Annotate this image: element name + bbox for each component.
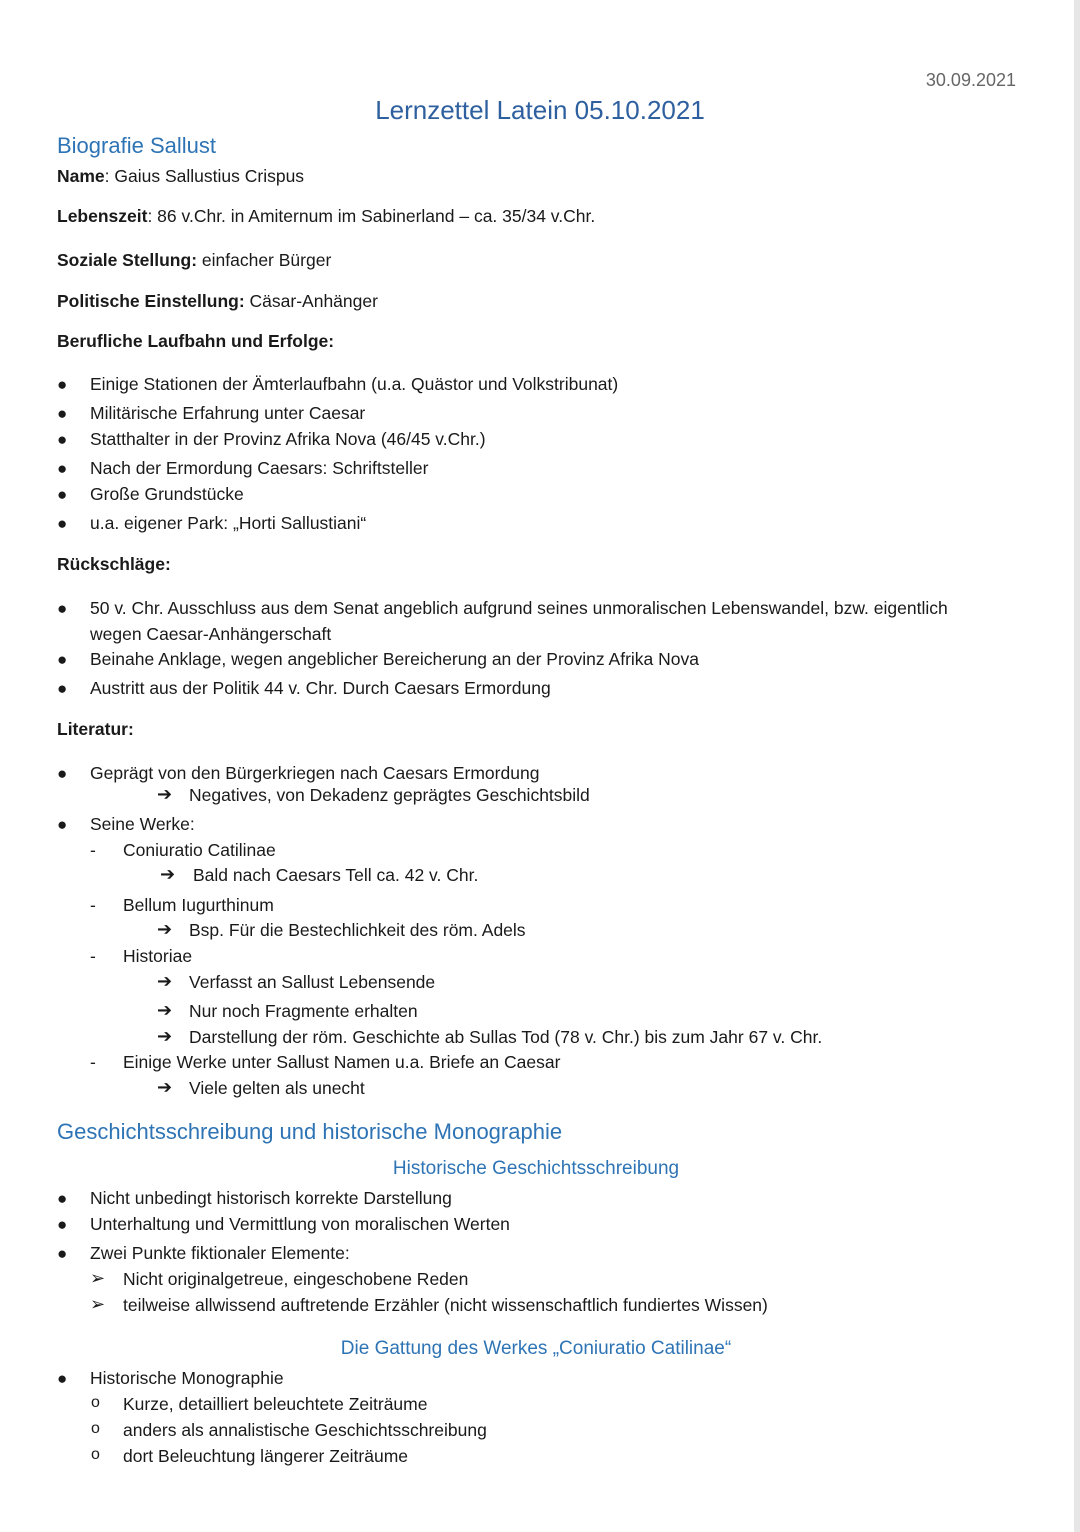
arrowhead-icon: ➢ bbox=[90, 1294, 106, 1314]
label-name: Name bbox=[57, 166, 105, 186]
value-politische-einstellung: Cäsar-Anhänger bbox=[244, 291, 378, 311]
circle-bullet-icon: o bbox=[91, 1420, 100, 1437]
bullet-dot-icon: ● bbox=[57, 1369, 68, 1388]
rueck-label-text: Rückschläge: bbox=[57, 554, 171, 574]
list-item: 50 v. Chr. Ausschluss aus dem Senat angeblich aufgrund seines unmoralischen Lebenswandel, bzw. eigentlich bbox=[90, 598, 948, 618]
list-item: u.a. eigener Park: „Horti Sallustiani“ bbox=[90, 513, 367, 533]
circle-bullet-icon: o bbox=[91, 1394, 100, 1411]
sub-list-item: anders als annalistische Geschichtsschreibung bbox=[123, 1420, 487, 1440]
label-lebenszeit: Lebenszeit bbox=[57, 206, 148, 226]
line-soziale-stellung bbox=[57, 250, 331, 271]
list-item: Nach der Ermordung Caesars: Schriftsteller bbox=[90, 458, 429, 478]
werk-item: Historiae bbox=[123, 946, 193, 966]
list-item: Geprägt von den Bürgerkriegen nach Caesars Ermordung bbox=[90, 763, 540, 783]
label-rueckschlaege bbox=[57, 554, 171, 575]
sub-list-item: Nicht originalgetreue, eingeschobene Reden bbox=[123, 1269, 469, 1289]
list-item: Unterhaltung und Vermittlung von moralischen Werten bbox=[90, 1214, 510, 1234]
laufbahn-label-text: Berufliche Laufbahn und Erfolge: bbox=[57, 331, 335, 351]
bullet-dot-icon: ● bbox=[57, 485, 68, 504]
bullet-dot-icon: ● bbox=[57, 404, 68, 423]
heading-geschichtsschreibung: Geschichtsschreibung und historische Monographie bbox=[57, 1119, 563, 1144]
dash-icon: - bbox=[90, 895, 96, 915]
arrow-right-icon: ➔ bbox=[157, 784, 173, 804]
dash-icon: - bbox=[90, 840, 96, 860]
heading-biografie: Biografie Sallust bbox=[57, 133, 216, 158]
circle-bullet-icon: o bbox=[91, 1446, 100, 1463]
sub-list-item: dort Beleuchtung längerer Zeiträume bbox=[123, 1446, 409, 1466]
subheading-historische-geschichtsschreibung: Historische Geschichtsschreibung bbox=[392, 1158, 680, 1179]
arrow-right-icon: ➔ bbox=[157, 971, 173, 991]
arrow-right-icon: ➔ bbox=[157, 919, 173, 939]
label-politische-einstellung: Politische Einstellung: bbox=[57, 291, 245, 311]
list-item: Historische Monographie bbox=[90, 1368, 284, 1388]
bullet-dot-icon: ● bbox=[57, 430, 68, 449]
list-item: Statthalter in der Provinz Afrika Nova (46/45 v.Chr.) bbox=[90, 429, 486, 449]
arrow-right-icon: ➔ bbox=[157, 1000, 173, 1020]
werk-item: Einige Werke unter Sallust Namen u.a. Briefe an Caesar bbox=[123, 1052, 561, 1072]
list-item: Beinahe Anklage, wegen angeblicher Bereicherung an der Provinz Afrika Nova bbox=[90, 649, 699, 669]
arrow-right-icon: ➔ bbox=[160, 864, 176, 884]
list-item: Zwei Punkte fiktionaler Elemente: bbox=[90, 1243, 350, 1263]
sub-list-item: Kurze, detailliert beleuchtete Zeiträume bbox=[123, 1394, 428, 1414]
bullet-dot-icon: ● bbox=[57, 815, 68, 834]
arrow-item: Darstellung der röm. Geschichte ab Sullas Tod (78 v. Chr.) bis zum Jahr 67 v. Chr. bbox=[189, 1027, 823, 1047]
page-title: Lernzettel Latein 05.10.2021 bbox=[375, 95, 705, 125]
lit-label-text: Literatur: bbox=[57, 719, 134, 739]
value-name: : Gaius Sallustius Crispus bbox=[104, 166, 305, 186]
dash-icon: - bbox=[90, 1052, 96, 1072]
dash-icon: - bbox=[90, 946, 96, 966]
bullet-dot-icon: ● bbox=[57, 1189, 68, 1208]
label-soziale-stellung: Soziale Stellung: bbox=[57, 250, 198, 270]
line-name bbox=[57, 166, 304, 187]
list-item: Seine Werke: bbox=[90, 814, 195, 834]
bullet-dot-icon: ● bbox=[57, 599, 68, 618]
werk-item: Bellum Iugurthinum bbox=[123, 895, 274, 915]
list-item: Militärische Erfahrung unter Caesar bbox=[90, 403, 366, 423]
bullet-dot-icon: ● bbox=[57, 650, 68, 669]
list-item: Nicht unbedingt historisch korrekte Darstellung bbox=[90, 1188, 452, 1208]
arrow-item: Verfasst an Sallust Lebensende bbox=[189, 972, 436, 992]
arrow-item: Bald nach Caesars Tell ca. 42 v. Chr. bbox=[193, 865, 479, 885]
bullet-dot-icon: ● bbox=[57, 459, 68, 478]
subheading-gattung: Die Gattung des Werkes „Coniuratio Catilinae“ bbox=[340, 1338, 732, 1359]
arrow-item: Negatives, von Dekadenz geprägtes Geschichtsbild bbox=[189, 785, 590, 805]
page-edge bbox=[1074, 0, 1080, 1532]
line-politische-einstellung bbox=[57, 291, 378, 312]
bullet-dot-icon: ● bbox=[57, 1215, 68, 1234]
arrow-item: Viele gelten als unecht bbox=[189, 1078, 365, 1098]
list-item-continuation: wegen Caesar-Anhängerschaft bbox=[90, 624, 332, 644]
bullet-dot-icon: ● bbox=[57, 375, 68, 394]
arrow-right-icon: ➔ bbox=[157, 1077, 173, 1097]
document-date: 30.09.2021 bbox=[925, 70, 1016, 90]
list-item: Einige Stationen der Ämterlaufbahn (u.a. Quästor und Volkstribunat) bbox=[90, 374, 619, 394]
arrow-item: Nur noch Fragmente erhalten bbox=[189, 1001, 418, 1021]
bullet-dot-icon: ● bbox=[57, 679, 68, 698]
arrowhead-icon: ➢ bbox=[90, 1268, 106, 1288]
werk-item: Coniuratio Catilinae bbox=[123, 840, 276, 860]
label-literatur bbox=[57, 719, 134, 740]
value-lebenszeit: : 86 v.Chr. in Amiternum im Sabinerland – ca. 35/34 v.Chr. bbox=[147, 206, 596, 226]
arrow-item: Bsp. Für die Bestechlichkeit des röm. Adels bbox=[189, 920, 526, 940]
bullet-dot-icon: ● bbox=[57, 1244, 68, 1263]
label-laufbahn bbox=[57, 331, 334, 352]
line-lebenszeit bbox=[57, 206, 595, 227]
sub-list-item: teilweise allwissend auftretende Erzähler (nicht wissenschaftlich fundiertes Wissen) bbox=[123, 1295, 768, 1315]
list-item: Austritt aus der Politik 44 v. Chr. Durch Caesars Ermordung bbox=[90, 678, 551, 698]
list-item: Große Grundstücke bbox=[90, 484, 244, 504]
value-soziale-stellung: einfacher Bürger bbox=[197, 250, 332, 270]
arrow-right-icon: ➔ bbox=[157, 1026, 173, 1046]
bullet-dot-icon: ● bbox=[57, 764, 68, 783]
bullet-dot-icon: ● bbox=[57, 514, 68, 533]
